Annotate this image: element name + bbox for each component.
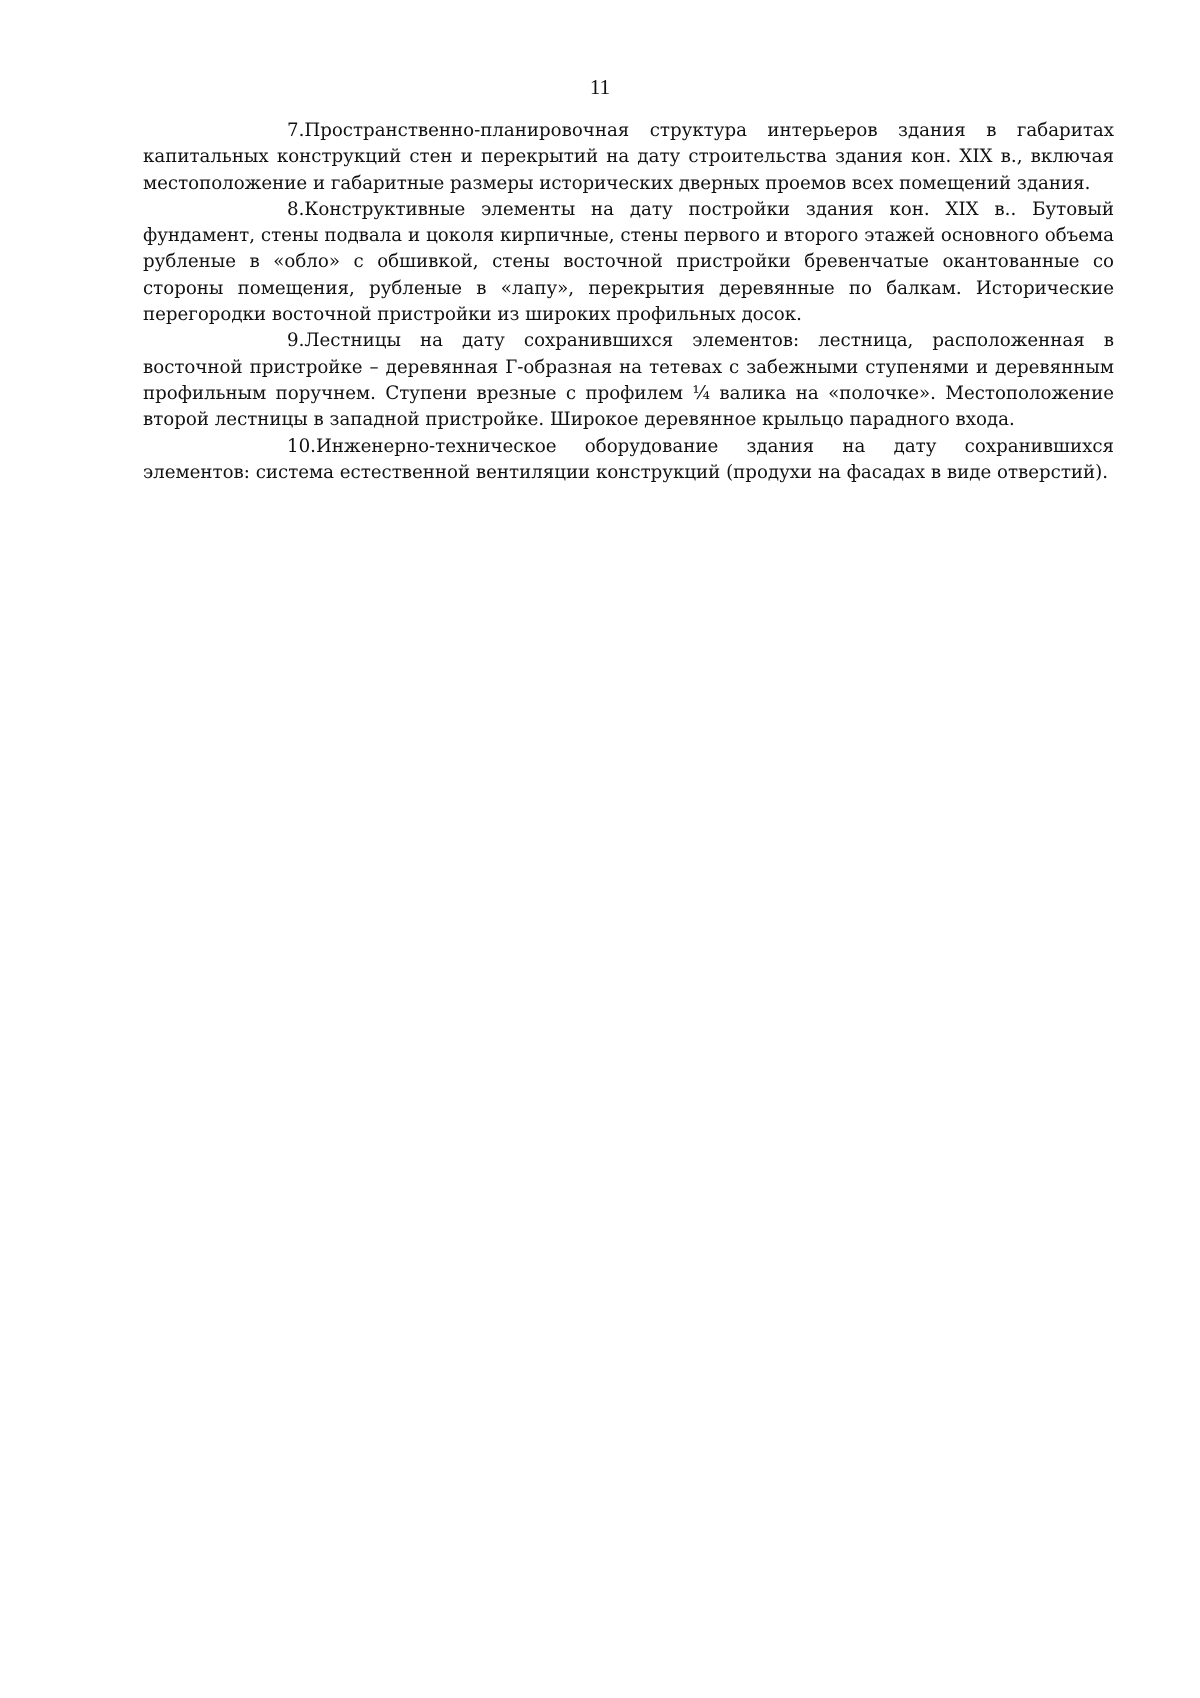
paragraph-text: Пространственно-планировочная структура интерьеров здания в габаритах капитальных конструкций стен и перекрытий на дату строительства здания кон. XIX в., включая местоположение и габаритные размеры исторических дверных проемов всех помещений здания. (143, 120, 1114, 194)
paragraph-text: Конструктивные элементы на дату постройки здания кон. XIX в.. Бутовый фундамент, стены подвала и цоколя кирпичные, стены первого и второго этажей основного объема рубленые в «обло» с обшивкой, стены восточной пристройки бревенчатые окантованные со стороны помещения, рубленые в «лапу», перекрытия деревянные по балкам. Исторические перегородки восточной пристройки из широких профильных досок. (143, 198, 1114, 326)
paragraph-text: Лестницы на дату сохранившихся элементов: лестница, расположенная в восточной пристройке – деревянная Г-образная на тетевах с забежными ступенями и деревянным профильным поручнем. Ступени врезные с профилем ¼ валика на «полочке». Местоположение второй лестницы в западной пристройке. Широкое деревянное крыльцо парадного входа. (143, 330, 1114, 431)
paragraph-10 (143, 434, 1114, 487)
paragraph-9 (143, 328, 1114, 433)
paragraph-8 (143, 197, 1114, 328)
paragraph-number: 8. (287, 198, 305, 220)
paragraph-number: 9. (287, 330, 305, 352)
document-body (143, 118, 1114, 486)
paragraph-7 (143, 118, 1114, 197)
paragraph-number: 7. (287, 120, 305, 141)
paragraph-number: 10. (287, 435, 316, 457)
page-number: 11 (589, 75, 611, 99)
paragraph-text: Инженерно-техническое оборудование здания на дату сохранившихся элементов: система естественной вентиляции конструкций (продухи на фасадах в виде отверстий). (143, 435, 1114, 483)
